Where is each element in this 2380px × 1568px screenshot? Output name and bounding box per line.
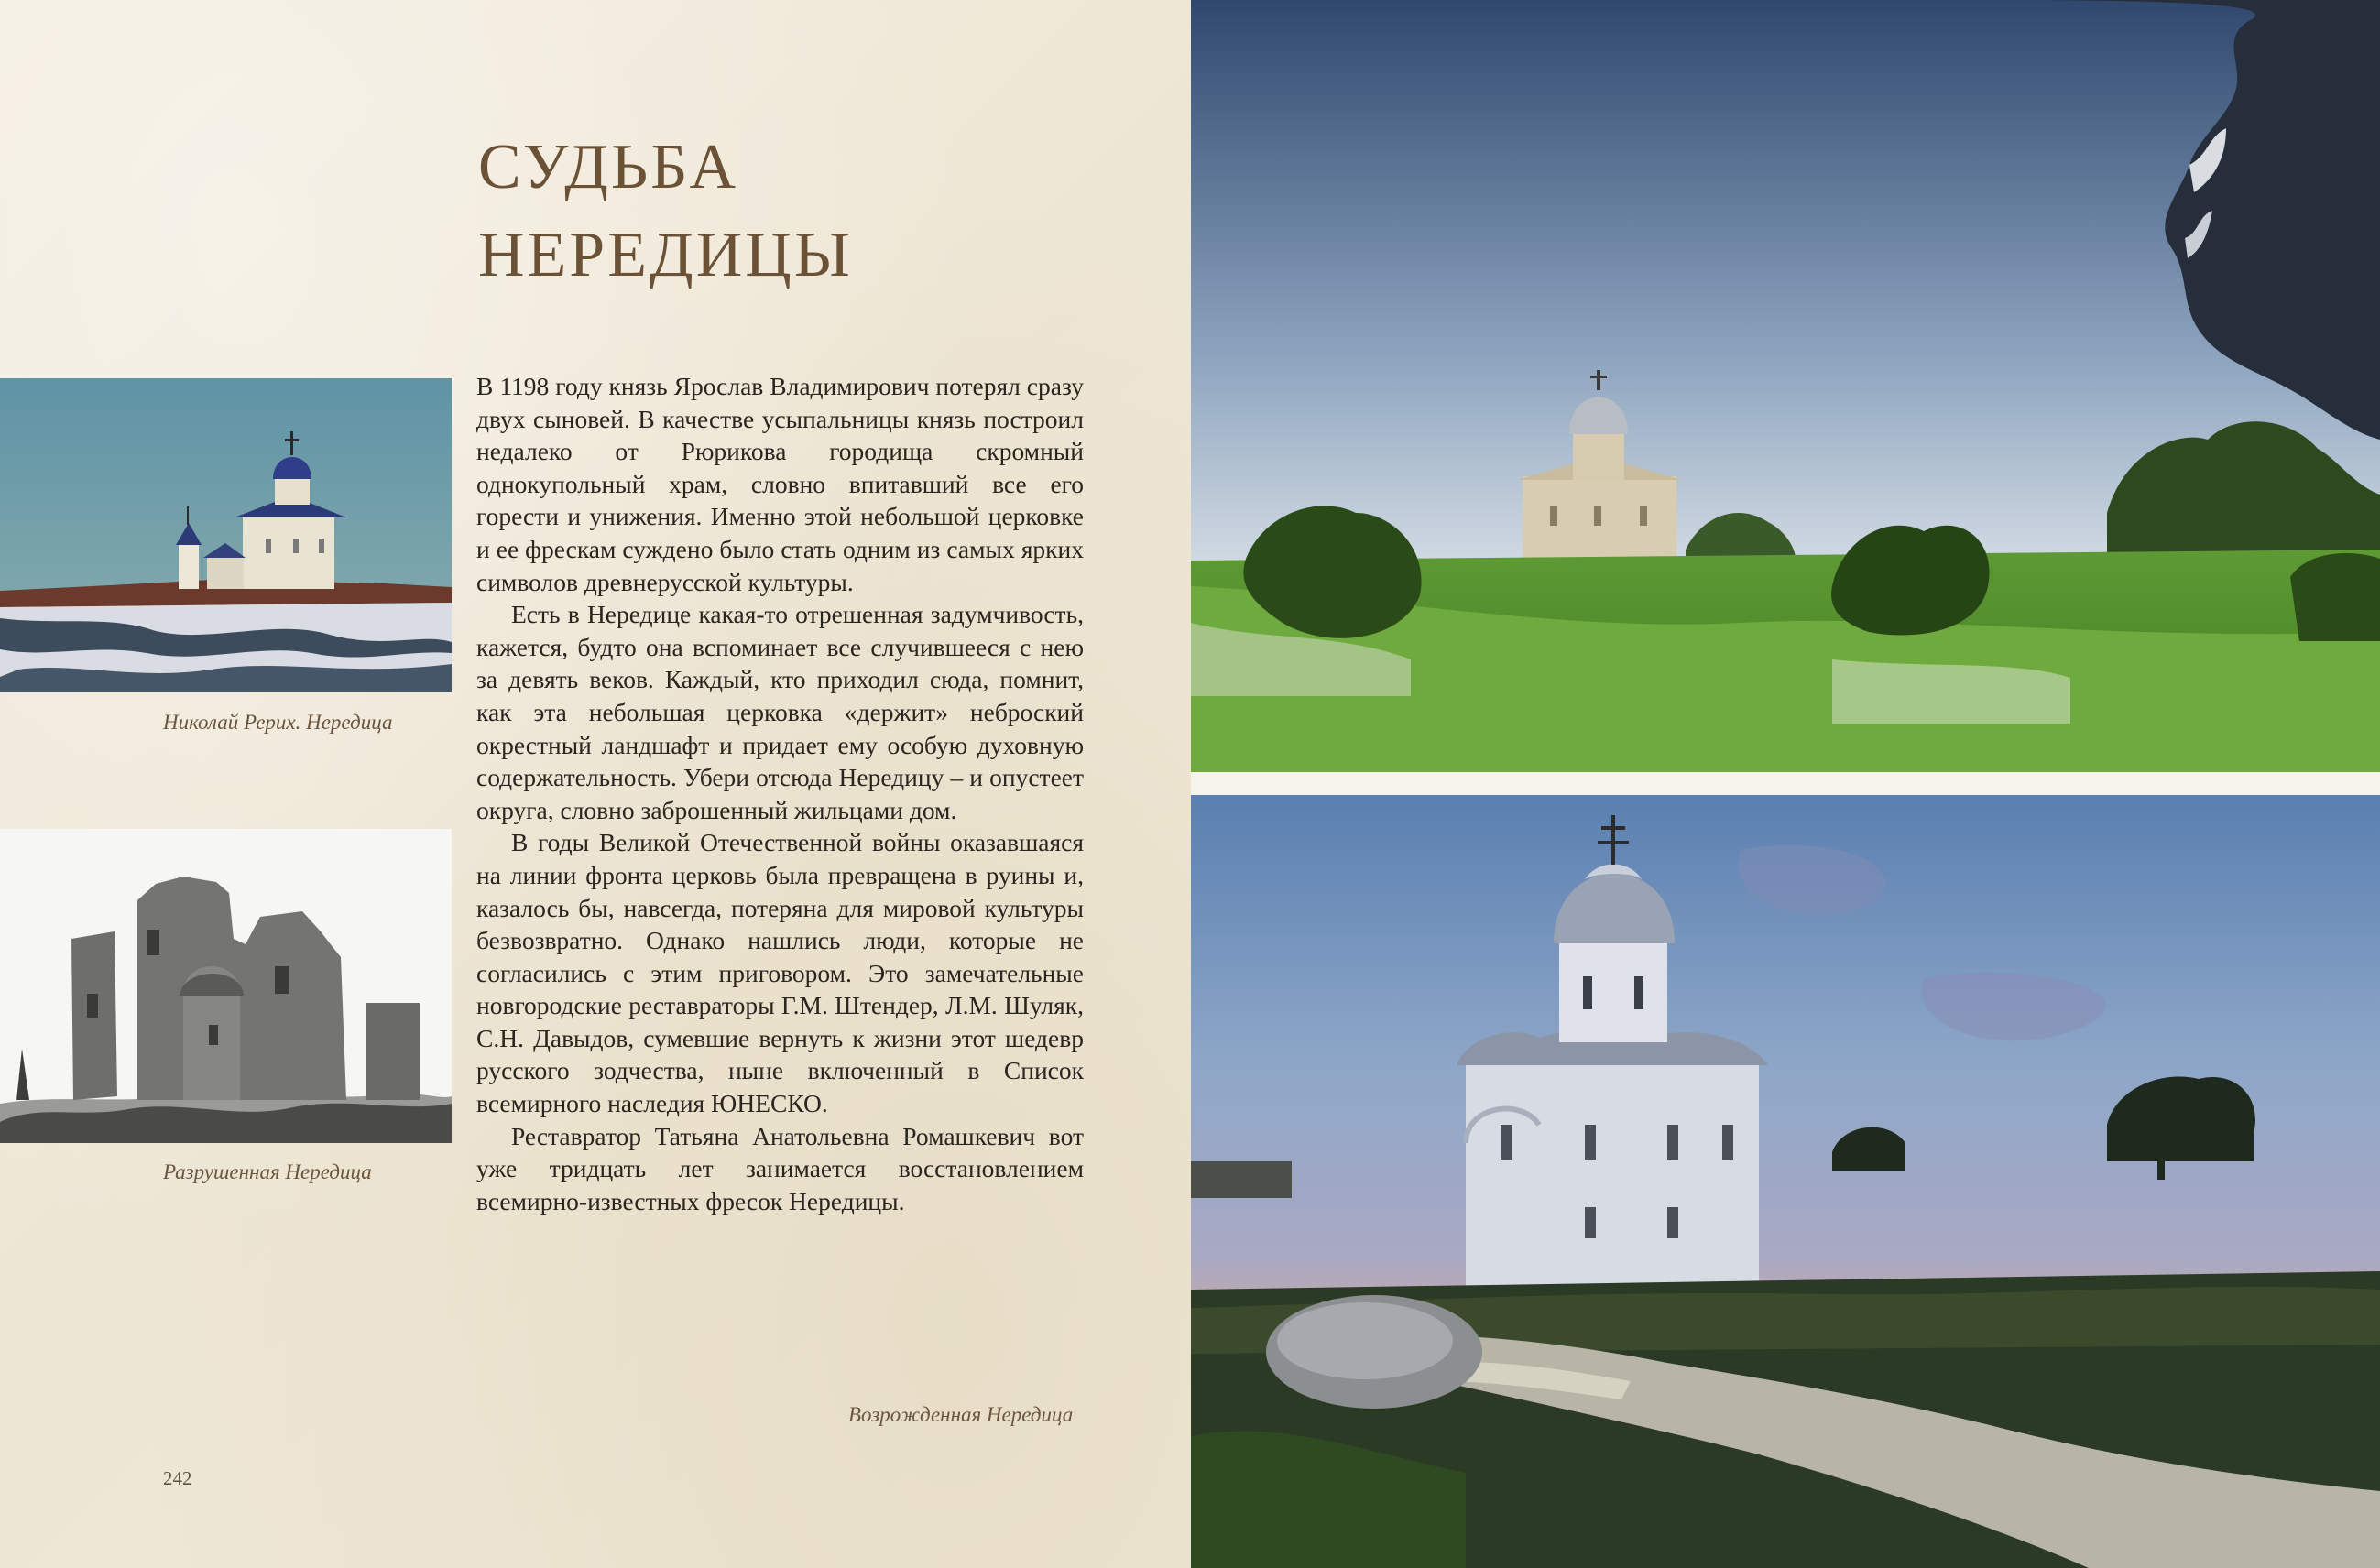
reborn-church-photo [1191,795,2380,1568]
article-body [476,370,1084,1217]
caption-painting: Николай Рерих. Нередица [163,711,393,734]
caption-ruins: Разрушенная Нередица [163,1160,372,1183]
caption-reborn: Возрожденная Нередица [848,1403,1074,1426]
ruins-photo [0,829,452,1143]
paragraph-4: Реставратор Татьяна Анатольевна Ромашкевич вот уже тридцать лет занимается восстановлением всемирно-известных фресок Нередицы. [476,1121,1084,1215]
page-title [478,124,853,299]
title-line-2: НЕРЕДИЦЫ [478,220,853,290]
paragraph-3: В годы Великой Отечественной войны оказавшаяся на линии фронта церковь была превращена в руины и, казалось бы, навсегда, потеряна для мировой культуры безвозвратно. Однако нашлись люди, которые не согласились с этим приговором. Это замечательные новгородские реставраторы Г.М. Штендер, Л.М. Шуляк, С.Н. Давыдов, сумевшие вернуть к жизни этот шедевр русского зодчества, ныне включенный в Список всемирного наследия ЮНЕСКО. [476,828,1084,1118]
title-line-1: СУДЬБА [478,132,739,202]
church-storm-photo [1191,0,2380,772]
roerich-painting-image [0,378,452,692]
paragraph-1: В 1198 году князь Ярослав Владимирович потерял сразу двух сыновей. В качестве усыпальницы князь построил недалеко от Рюрикова городища скромный однокупольный храм, словно впитавший все его горести и унижения. Именно этой небольшой церковке и ее фрескам суждено было стать одним из самых ярких символов древнерусской культуры. [476,372,1084,596]
right-page [1191,0,2380,1568]
page-number: 242 [163,1467,192,1489]
paragraph-2: Есть в Нередице какая-то отрешенная задумчивость, кажется, будто она вспоминает все случившееся с нею за девять веков. Каждый, кто приходил сюда, помнит, как эта небольшая церковка «держит» неброский окрестный ландшафт и придает ему особую духовную содержательность. Убери отсюда Нередицу – и опустеет округа, словно заброшенный жильцами дом. [476,600,1084,824]
